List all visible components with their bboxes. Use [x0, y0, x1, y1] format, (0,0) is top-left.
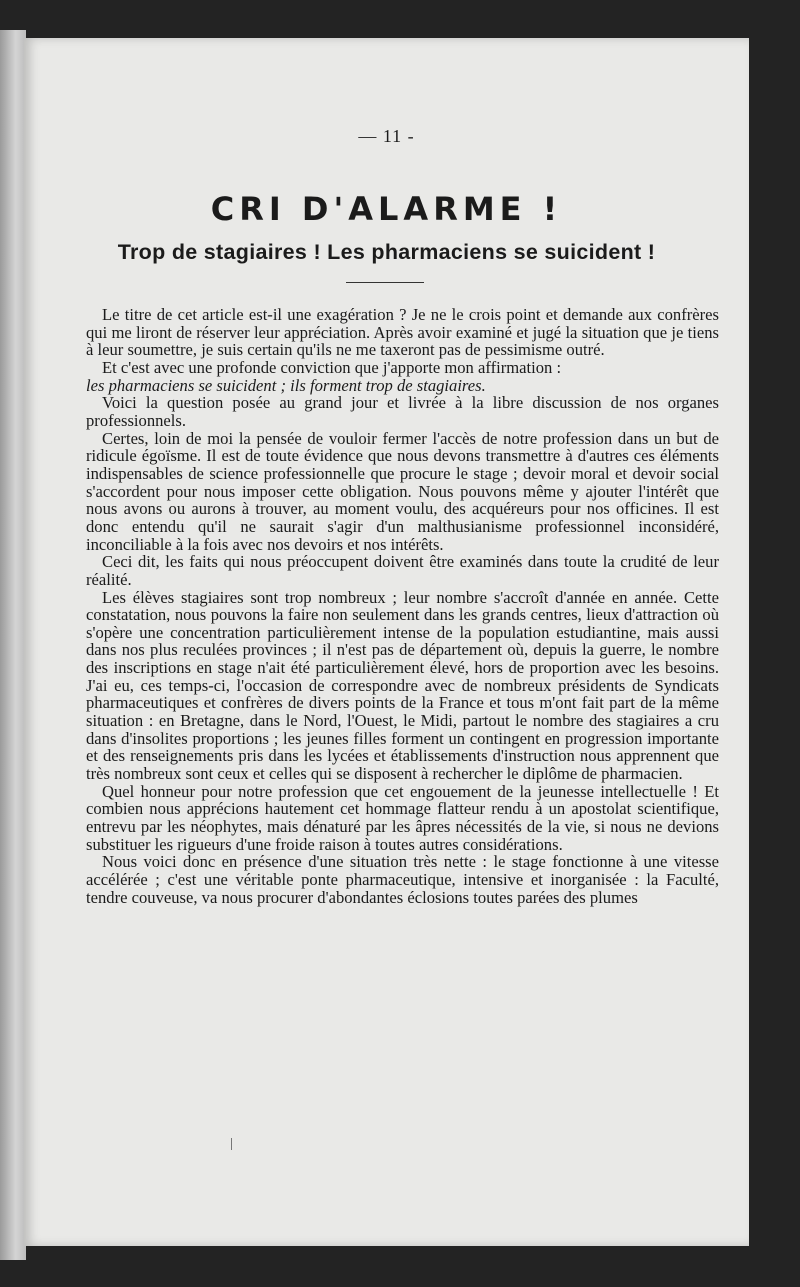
paragraph: Nous voici donc en présence d'une situation très nette : le stage fonctionne à une vitesse accélérée ; c'est une véritable ponte pharmaceutique, intensive et inorganisée : la Faculté, tendre couveuse, va nous procurer d'abondantes éclosions toutes parées des plumes [86, 852, 719, 907]
paragraph: Certes, loin de moi la pensée de vouloir fermer l'accès de notre profession dans un but de ridicule égoïsme. Il est de toute évidence que nous devons transmettre à d'autres ces éléments indispensables de science professionnelle que procure le stage ; devoir moral et devoir social s'accordent pour nous imposer cette obligation. Nous pouvons même y ajouter l'intérêt que nous avons ou aurons à trouver, au moment voulu, des acquéreurs pour nos officines. Il est donc entendu qu'il ne saurait s'agir d'un malthusianisme professionnel inconsidéré, inconciliable à la fois avec nos devoirs et nos intérêts. [86, 428, 719, 554]
book-spine-edge [0, 30, 26, 1260]
book-page [24, 38, 749, 1246]
paragraph: Les élèves stagiaires sont trop nombreux ; leur nombre s'accroît d'année en année. Cette constatation, nous pouvons la faire non seulement dans les grands centres, lieux d'attraction où s'opère une concentration particulièrement intense de la population estudiantine, mais aussi dans nos plus reculées provinces ; il n'est pas de département où, depuis la guerre, le nombre des inscriptions en stage n'ait été particulièrement élevé, hors de proportion avec les besoins. J'ai eu, ces temps-ci, l'occasion de correspondre avec de nombreux présidents de Syndicats pharmaceutiques et confrères de divers points de la France et tous m'ont fait part de la même situation : en Bretagne, dans le Nord, l'Ouest, le Midi, partout le nombre des stagiaires a cru dans d'insolites proportions ; les jeunes filles forment un contingent en progression importante et des renseignements pris dans les lycées et établissements d'instruction nous apprennent que très nombreux sont ceux et celles qui se disposent à rechercher le diplôme de pharmacien. [86, 587, 719, 784]
print-mark [231, 1138, 232, 1150]
paragraph-italic [86, 377, 719, 395]
article-body [86, 306, 719, 906]
paragraph: Ceci dit, les faits qui nous préoccupent doivent être examinés dans toute la crudité de leur réalité. [86, 552, 719, 589]
paragraph: Quel honneur pour notre profession que cet engouement de la jeunesse intellectuelle ! Et combien nous apprécions hautement cet hommage flatteur rendu à un apostolat scientifique, entrevu par les néophytes, mais dénaturé par les âpres nécessités de la vie, si nous ne devions substituer les rigueurs d'une froide raison à toutes autres considérations. [86, 781, 719, 854]
paragraph: Voici la question posée au grand jour et livrée à la libre discussion de nos organes professionnels. [86, 393, 719, 430]
article-title: CRI D'ALARME ! [210, 190, 563, 228]
italic-statement: les pharmaciens se suicident ; ils forment trop de stagiaires. [86, 375, 486, 395]
paragraph: Et c'est avec une profonde conviction que j'apporte mon affirmation : [102, 357, 562, 377]
page-number: — 11 - [358, 126, 415, 146]
title-divider [346, 282, 424, 283]
paragraph: Le titre de cet article est-il une exagération ? Je ne le crois point et demande aux confrères qui me liront de réserver leur appréciation. Après avoir examiné et jugé la situation que je tiens à leur soumettre, je suis certain qu'ils ne me taxeront pas de pessimisme outré. [86, 305, 719, 360]
article-subtitle: Trop de stagiaires ! Les pharmaciens se suicident ! [117, 240, 656, 264]
